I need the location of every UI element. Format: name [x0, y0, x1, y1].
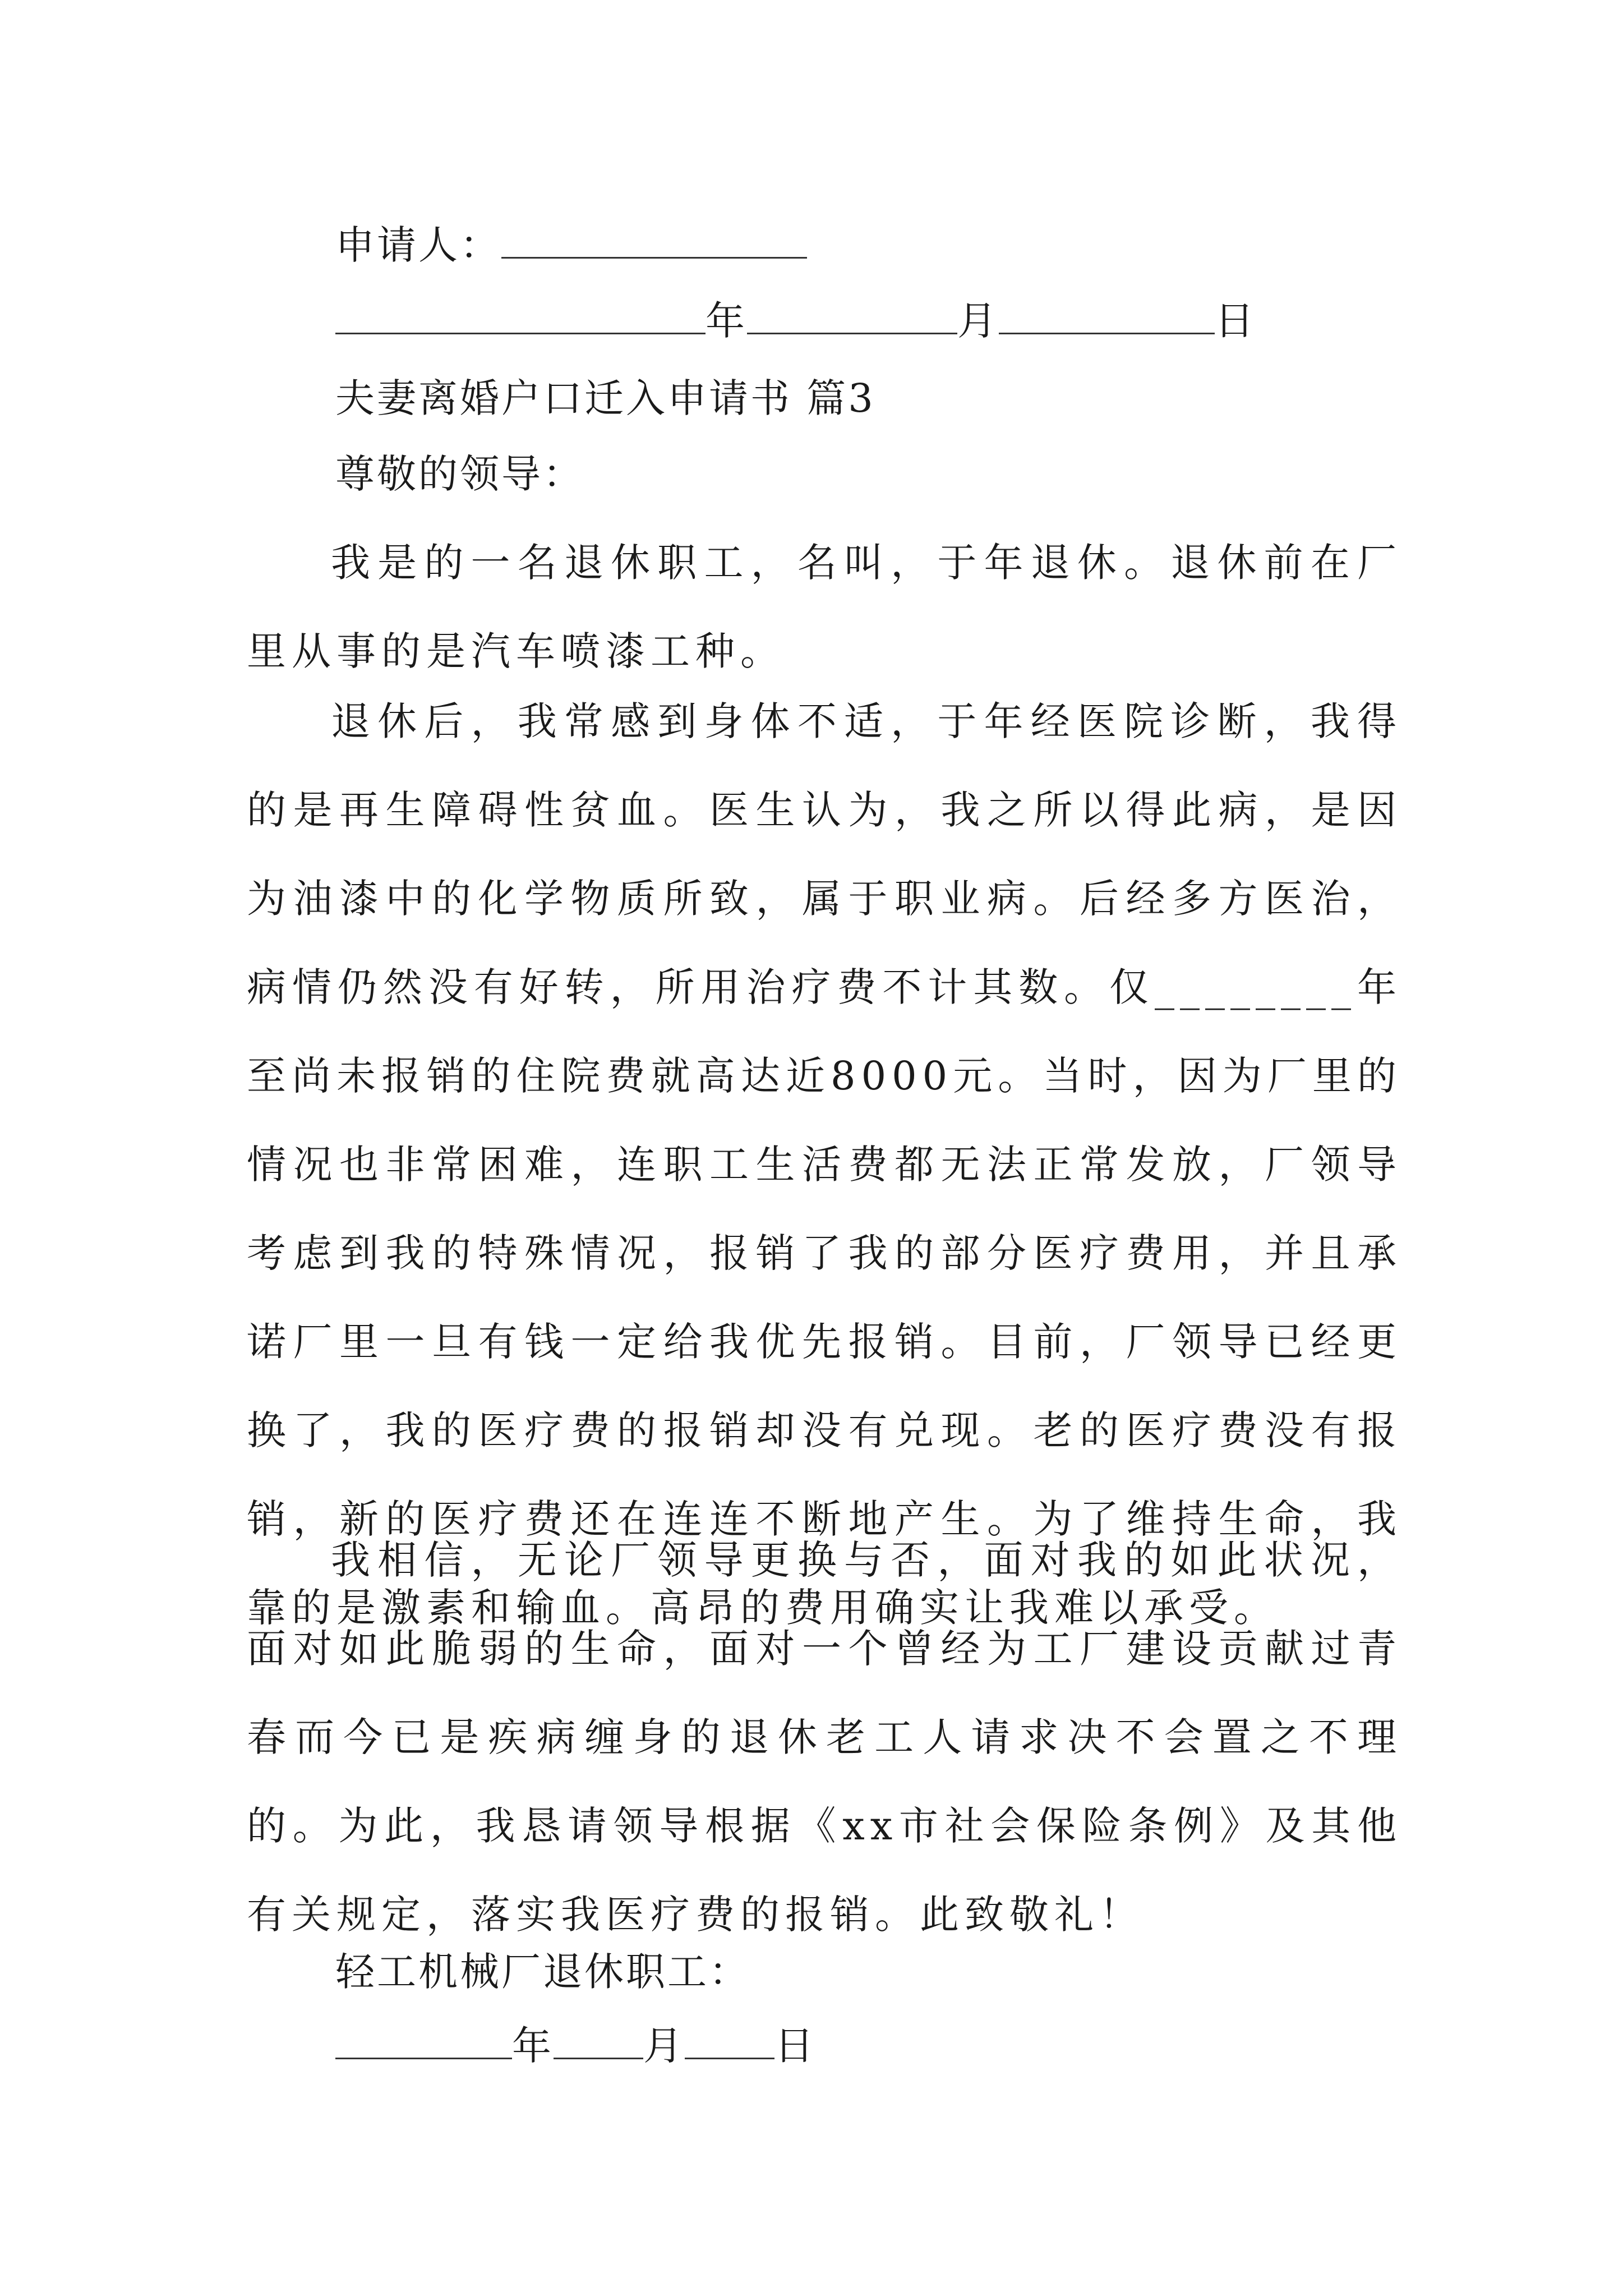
month-label: 月 — [957, 298, 999, 344]
year-blank — [335, 300, 706, 334]
applicant-blank — [501, 224, 807, 259]
paragraph-1: 我是的一名退休职工，名叫，于年退休。退休前在厂里从事的是汽车喷漆工种。 — [247, 540, 1402, 674]
year-label: 年 — [706, 298, 747, 344]
day-blank — [999, 300, 1215, 334]
date-line-top — [335, 298, 1502, 344]
day-label: 日 — [1215, 298, 1256, 344]
day-blank — [685, 2025, 774, 2059]
paragraph-3: 我相信，无论厂领导更换与否，面对我的如此状况，面对如此脆弱的生命，面对一个曾经为工厂建设贡献过青春而今已是疾病缠身的退休老工人请求决不会置之不理的。为此，我恳请领导根据《xx市社会保险条例》及其他有关规定，落实我医疗费的报销。此致敬礼！ — [247, 1537, 1402, 1938]
applicant-label: 申请人： — [335, 222, 501, 268]
signature: 轻工机械厂退休职工： — [335, 1949, 750, 1995]
salutation: 尊敬的领导： — [335, 451, 584, 497]
applicant-line — [335, 222, 1502, 268]
month-label: 月 — [643, 2023, 685, 2069]
month-blank — [554, 2025, 643, 2059]
month-blank — [747, 300, 957, 334]
year-label: 年 — [512, 2023, 554, 2069]
date-line-bottom — [335, 2023, 1502, 2069]
day-label: 日 — [774, 2023, 816, 2069]
paragraph-2: 退休后，我常感到身体不适，于年经医院诊断，我得的是再生障碍性贫血。医生认为，我之所以得此病，是因为油漆中的化学物质所致，属于职业病。后经多方医治，病情仍然没有好转，所用治疗费不计其数。仅________年至尚未报销的住院费就高达近8000元。当时，因为厂里的情况也非常困难，连职工生活费都无法正常发放，厂领导考虑到我的特殊情况，报销了我的部分医疗费用，并且承诺厂里一旦有钱一定给我优先报销。目前，厂领导已经更换了，我的医疗费的报销却没有兑现。老的医疗费没有报销，新的医疗费还在连连不断地产生。为了维持生命，我靠的是激素和输血。高昂的费用确实让我难以承受。 — [247, 698, 1402, 1631]
section-title: 夫妻离婚户口迁入申请书 篇3 — [335, 375, 875, 421]
year-blank — [335, 2025, 512, 2059]
